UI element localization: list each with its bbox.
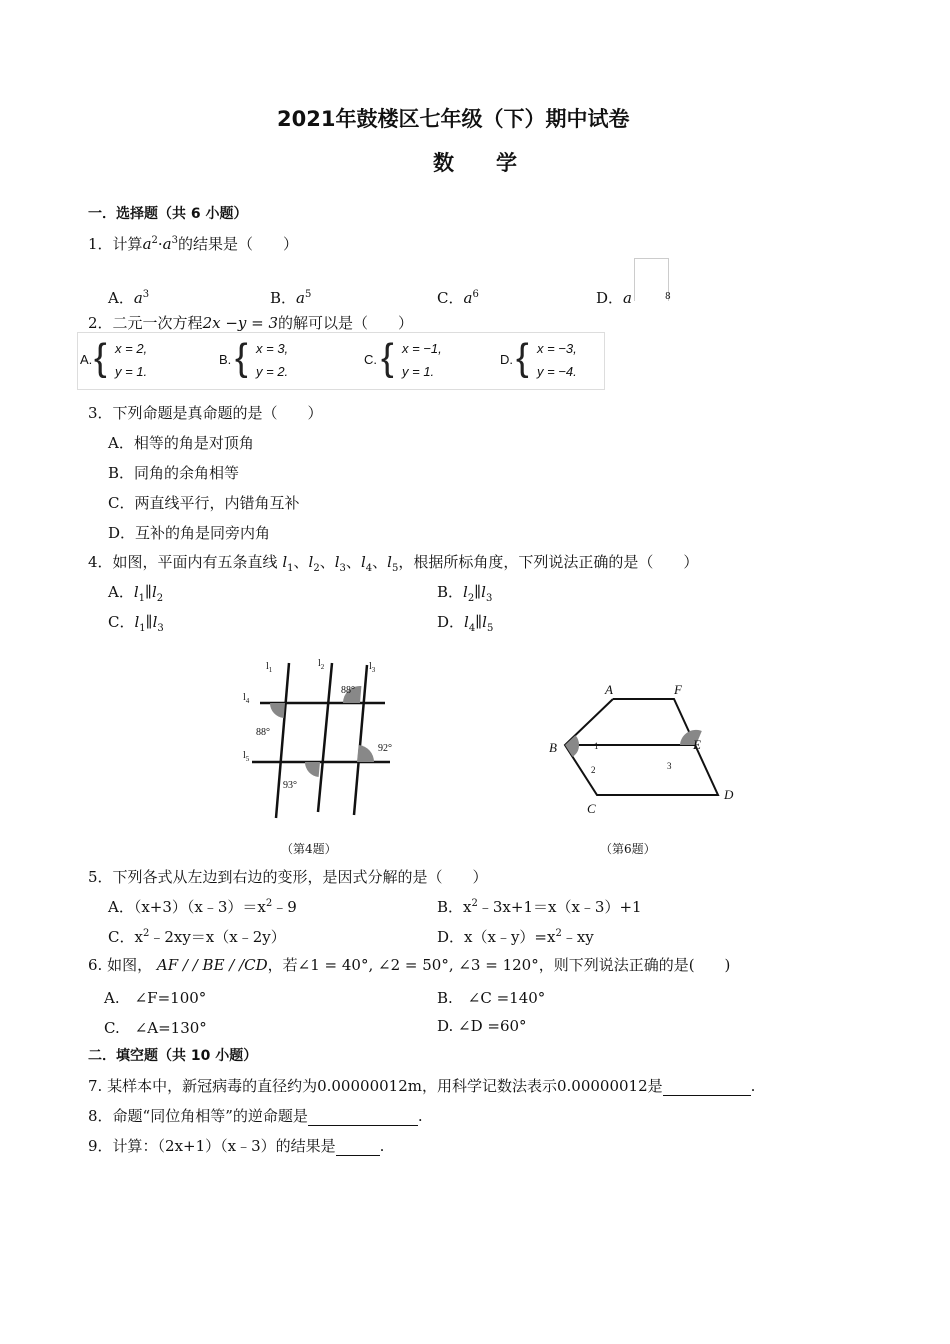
angle-mark-2	[565, 745, 579, 757]
angle-label-2: 2	[591, 765, 596, 775]
angle-mark-93	[305, 762, 320, 777]
q5-option-c[interactable]: C．$x^2﹣2xy=x(x﹣2y)$	[108, 928, 286, 946]
q6-option-b[interactable]: B. ∠C =140°	[437, 989, 546, 1007]
angle-mark-92	[357, 745, 374, 762]
q4-option-c[interactable]: C．$l_1\parallel l_3$	[108, 613, 164, 634]
q4-option-d[interactable]: D．$l_4\parallel l_5$	[437, 613, 494, 634]
label-l1: $l_1$	[266, 661, 273, 674]
q2-option-d[interactable]: D. { x = −3, y = −4.	[500, 337, 577, 379]
label-l3: $l_3$	[369, 661, 376, 674]
question-8: 8．命题“同位角相等”的逆命题是 .	[88, 1107, 423, 1125]
angle-label-92: 92°	[378, 743, 392, 754]
figure-6	[540, 675, 750, 825]
q4-option-b[interactable]: B．$l_2\parallel l_3$	[437, 583, 493, 604]
q1-option-a[interactable]: A．$a^3$	[108, 289, 150, 307]
angle-label-88-left: 88°	[256, 727, 270, 738]
angle-mark-1	[565, 735, 579, 745]
q3-option-b[interactable]: B．同角的余角相等	[108, 464, 240, 482]
question-2: 2．二元一次方程2x −y = 3的解可以是（ ）	[88, 314, 414, 332]
subject-title: 数 学	[433, 151, 517, 175]
q6-option-d[interactable]: D. ∠D =60°	[437, 1017, 527, 1035]
angle-label-93: 93°	[283, 780, 297, 791]
question-9: 9．计算：（2x+1）（x﹣3）的结果是 .	[88, 1137, 385, 1155]
angle-label-1: 1	[594, 741, 599, 751]
question-7: 7. 某样本中，新冠病毒的直径约为0.00000012m，用科学记数法表示0.00000012是 .	[88, 1077, 756, 1095]
q9-answer-blank[interactable]	[336, 1137, 380, 1156]
q2-option-a[interactable]: A. { x = 2, y = 1.	[80, 337, 148, 379]
label-l4: $l_4$	[243, 692, 250, 705]
question-3: 3．下列命题是真命题的是（ ）	[88, 404, 323, 422]
q5-option-b[interactable]: B．$x^2﹣3x+1=x(x﹣3)+1$	[437, 898, 642, 916]
label-l2: $l_2$	[318, 658, 325, 671]
q3-option-d[interactable]: D．互补的角是同旁内角	[108, 524, 271, 542]
point-f: F	[674, 682, 682, 697]
question-6: 6. 如图， AF / / BE / /CD，若∠1 = 40°, ∠2 = 50°, ∠3 = 120°，则下列说法正确的是( )	[88, 956, 731, 974]
point-d: D	[724, 787, 734, 802]
section-heading-choice: 一．选择题（共 6 小题）	[88, 206, 248, 222]
q1-option-d[interactable]: D．a	[596, 289, 632, 307]
line-l1	[276, 663, 289, 818]
q6-option-a[interactable]: A. ∠F=100°	[104, 989, 207, 1007]
line-l2	[318, 663, 332, 812]
q8-answer-blank[interactable]	[308, 1107, 418, 1126]
q1-option-d-box	[634, 258, 669, 301]
page-title: 2021年鼓楼区七年级（下）期中试卷	[277, 107, 630, 131]
point-a: A	[605, 682, 613, 697]
q2-option-c[interactable]: C. { x = −1, y = 1.	[364, 337, 442, 379]
point-e: E	[693, 737, 701, 752]
q1-option-d-exp: 8	[665, 292, 671, 302]
point-c: C	[587, 801, 596, 816]
q2-option-b[interactable]: B. { x = 3, y = 2.	[219, 337, 289, 379]
angle-mark-88-left	[270, 703, 285, 718]
figure-4	[230, 655, 410, 830]
question-5: 5．下列各式从左边到右边的变形，是因式分解的是（ ）	[88, 868, 488, 886]
q7-answer-blank[interactable]	[663, 1077, 751, 1096]
q5-option-d[interactable]: D．$x(x﹣y)=x^2﹣xy$	[437, 928, 594, 946]
question-1: 1．计算$a^2\cdot a^3$的结果是（ ）	[88, 235, 299, 253]
q1-option-b[interactable]: B．$a^5$	[270, 289, 312, 307]
angle-label-88-top: 88°	[341, 685, 355, 696]
figure-6-caption: （第6题）	[600, 842, 656, 856]
q4-option-a[interactable]: A．$l_1\parallel l_2$	[108, 583, 164, 604]
angle-label-3: 3	[667, 761, 672, 771]
q1-option-c[interactable]: C．$a^6$	[437, 289, 479, 307]
q3-option-a[interactable]: A．相等的角是对顶角	[108, 434, 254, 452]
question-4: 4．如图，平面内有五条直线 $l_1$、$l_2$、$l_3$、$l_4$、$l_5$，根据所标角度，下列说法正确的是（ ）	[88, 553, 699, 574]
q5-option-a[interactable]: A．$(x+3)(x﹣3)=x^2﹣9$	[108, 898, 297, 916]
q6-option-c[interactable]: C. ∠A=130°	[104, 1019, 207, 1037]
section-heading-fill: 二．填空题（共 10 小题）	[88, 1048, 258, 1064]
point-b: B	[549, 740, 557, 755]
figure-4-caption: （第4题）	[281, 842, 337, 856]
q3-option-c[interactable]: C．两直线平行，内错角互补	[108, 494, 300, 512]
label-l5: $l_5$	[243, 750, 250, 763]
